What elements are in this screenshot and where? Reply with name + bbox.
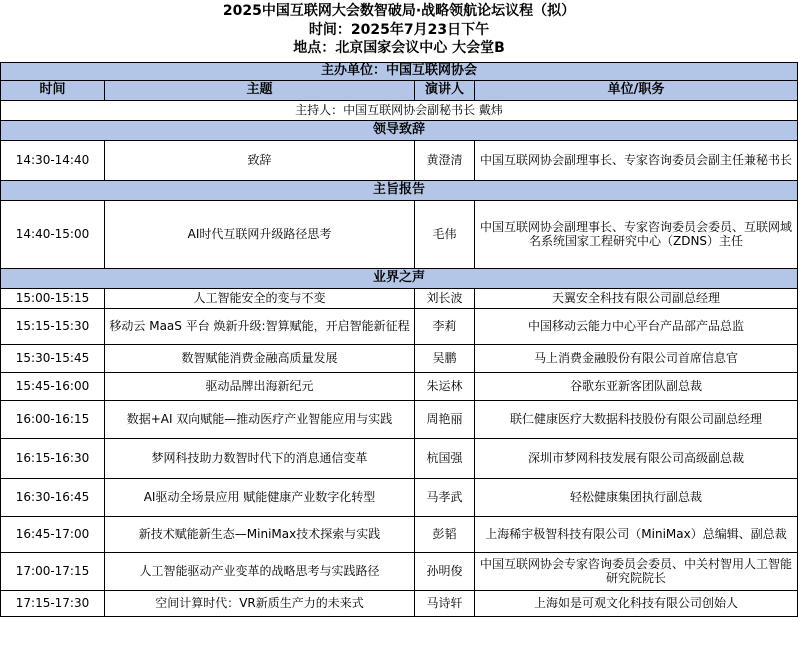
row-topic: AI驱动全场景应用 赋能健康产业数字化转型 xyxy=(105,478,415,516)
row-org: 中国互联网协会副理事长、专家咨询委员会副主任兼秘书长 xyxy=(475,140,798,180)
row-org: 马上消费金融股份有限公司首席信息官 xyxy=(475,344,798,372)
row-topic: AI时代互联网升级路径思考 xyxy=(105,200,415,268)
row-speaker: 黄澄清 xyxy=(415,140,475,180)
row-time: 16:00-16:15 xyxy=(1,400,105,438)
header-org: 单位/职务 xyxy=(475,80,798,100)
row-speaker: 彭韬 xyxy=(415,516,475,552)
agenda-title: 2025中国互联网大会数智破局·战略领航论坛议程（拟） xyxy=(222,3,576,19)
row-speaker: 朱运林 xyxy=(415,372,475,400)
row-org: 谷歌东亚新客团队副总裁 xyxy=(475,372,798,400)
row-speaker: 马孝武 xyxy=(415,478,475,516)
row-org: 上海如是可观文化科技有限公司创始人 xyxy=(475,590,798,616)
row-time: 15:30-15:45 xyxy=(1,344,105,372)
table-row xyxy=(1,516,798,552)
row-speaker: 杭国强 xyxy=(415,438,475,478)
table-row xyxy=(1,308,798,344)
row-topic: 人工智能驱动产业变革的战略思考与实践路径 xyxy=(105,552,415,590)
row-org: 中国互联网协会专家咨询委员会委员、中关村智用人工智能研究院院长 xyxy=(475,552,798,590)
row-speaker: 马诗轩 xyxy=(415,590,475,616)
row-speaker: 刘长波 xyxy=(415,288,475,308)
row-org: 中国互联网协会副理事长、专家咨询委员会委员、互联网域名系统国家工程研究中心（ZDNS）主任 xyxy=(475,200,798,268)
row-speaker: 周艳丽 xyxy=(415,400,475,438)
header-time: 时间 xyxy=(1,80,105,100)
row-speaker: 吴鹏 xyxy=(415,344,475,372)
row-topic: 梦网科技助力数智时代下的消息通信变革 xyxy=(105,438,415,478)
row-org: 上海稀宇极智科技有限公司（MiniMax）总编辑、副总裁 xyxy=(475,516,798,552)
table-row xyxy=(1,140,798,180)
section-leader-speech: 领导致辞 xyxy=(1,120,798,140)
table-row xyxy=(1,400,798,438)
row-topic: 数智赋能消费金融高质量发展 xyxy=(105,344,415,372)
row-topic: 空间计算时代：VR新质生产力的未来式 xyxy=(105,590,415,616)
table-row xyxy=(1,478,798,516)
row-time: 15:15-15:30 xyxy=(1,308,105,344)
row-time: 15:45-16:00 xyxy=(1,372,105,400)
row-topic: 移动云 MaaS 平台 焕新升级:智算赋能，开启智能新征程 xyxy=(105,308,415,344)
row-org: 轻松健康集团执行副总裁 xyxy=(475,478,798,516)
row-org: 中国移动云能力中心平台产品部产品总监 xyxy=(475,308,798,344)
row-time: 16:15-16:30 xyxy=(1,438,105,478)
row-speaker: 孙明俊 xyxy=(415,552,475,590)
row-time: 15:00-15:15 xyxy=(1,288,105,308)
row-speaker: 李莉 xyxy=(415,308,475,344)
row-speaker: 毛伟 xyxy=(415,200,475,268)
row-time: 16:45-17:00 xyxy=(1,516,105,552)
row-org: 联仁健康医疗大数据科技股份有限公司副总经理 xyxy=(475,400,798,438)
agenda-time: 时间：2025年7月23日下午 xyxy=(308,22,490,38)
row-topic: 致辞 xyxy=(105,140,415,180)
table-row xyxy=(1,372,798,400)
table-row xyxy=(1,288,798,308)
table-row xyxy=(1,552,798,590)
section-keynote: 主旨报告 xyxy=(1,180,798,200)
row-topic: 数据+AI 双向赋能—推动医疗产业智能应用与实践 xyxy=(105,400,415,438)
table-row xyxy=(1,590,798,616)
row-time: 16:30-16:45 xyxy=(1,478,105,516)
row-org: 深圳市梦网科技发展有限公司高级副总裁 xyxy=(475,438,798,478)
header-topic: 主题 xyxy=(105,80,415,100)
row-time: 17:00-17:15 xyxy=(1,552,105,590)
row-topic: 新技术赋能新生态—MiniMax技术探索与实践 xyxy=(105,516,415,552)
organizer-banner: 主办单位：中国互联网协会 xyxy=(1,62,798,80)
row-org: 天翼安全科技有限公司副总经理 xyxy=(475,288,798,308)
section-industry-voice: 业界之声 xyxy=(1,268,798,288)
row-topic: 驱动品牌出海新纪元 xyxy=(105,372,415,400)
table-row xyxy=(1,344,798,372)
header-speaker: 演讲人 xyxy=(415,80,475,100)
row-time: 14:30-14:40 xyxy=(1,140,105,180)
table-row xyxy=(1,438,798,478)
row-time: 14:40-15:00 xyxy=(1,200,105,268)
agenda-venue: 地点：北京国家会议中心 大会堂B xyxy=(293,40,505,56)
table-row xyxy=(1,200,798,268)
row-topic: 人工智能安全的变与不变 xyxy=(105,288,415,308)
row-time: 17:15-17:30 xyxy=(1,590,105,616)
host-row: 主持人：中国互联网协会副秘书长 戴炜 xyxy=(1,100,798,120)
